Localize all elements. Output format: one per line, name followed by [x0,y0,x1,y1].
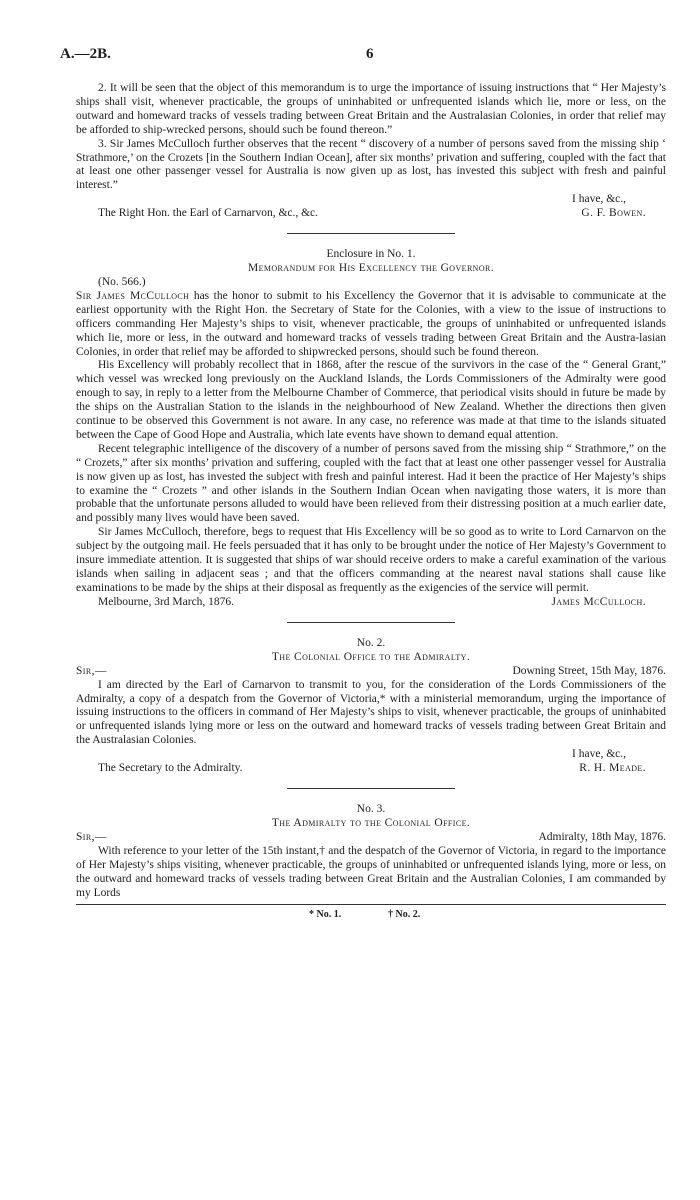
letter-2-signature: R. H. Meade. [579,762,646,775]
letter-3-body: With reference to your letter of the 15th instant,† and the despatch of the Governor of Victoria, in regard to the importance of Her Majesty’s ships visiting, whenever practicable, the groups of uninhabited or unfrequented islands lying, more or less, on the outward and homeward tracks of vessels trading between Great Britain and the Australian Colonies, I am commanded by my Lords [76,844,666,899]
intro-addressee: The Right Hon. the Earl of Carnarvon, &c., &c. [98,207,319,220]
memorandum-signature: James McCulloch. [551,595,646,608]
memorandum-number: (No. 566.) [98,275,146,288]
letter-2-salutation: Sir,— [76,664,107,677]
letter-2-closing: I have, &c., [572,748,626,761]
intro-signature-row [76,207,666,221]
footnote-1: * No. 1. [309,908,342,920]
footnotes [76,908,666,924]
letter-2-signature-row [76,762,666,776]
memorandum-place-date: Melbourne, 3rd March, 1876. [98,595,235,608]
page-number: 6 [366,46,374,62]
memorandum-paragraph-1 [76,290,666,360]
footnote-2: † No. 2. [388,908,421,920]
page-header [60,46,660,66]
letter-2-number: No. 2. [356,636,386,649]
memorandum-paragraph-1-text: has the honor to submit to his Excellency the Governor that it is advisable to communicate at the earliest opportunity with the Right Hon. the Secretary of State for the Colonies, with a view to the issue of instructions to officers commanding Her Majesty’s ships to visit, whenever practicable, the groups of uninhabited or unfrequented islands which lie, more or less, in the outward and homeward tracks of vessels trading between Great Britain and the Austra-lasian Colonies, in order that relief may be afforded to shipwrecked persons, should such be found thereon. [76,289,666,358]
letter-2-body: I am directed by the Earl of Carnarvon to transmit to you, for the consideration of the Lords Commissioners of the Admiralty, a copy of a despatch from the Governor of Victoria,* with a ministerial memorandum, urging the importance of issuing instructions to the officers in command of Her Majesty’s ships to visit, whenever practicable, the groups of uninhabited or unfrequented islands lying more or less on the outward and homeward tracks of vessels trading between Great Britain and the Australasian Colonies. [76,678,666,747]
letter-2-heading: The Colonial Office to the Admiralty. [271,650,471,663]
letter-3-salutation: Sir,— [76,830,107,843]
memorandum-paragraph-4: Sir James McCulloch, therefore, begs to request that His Excellency will be so good as to write to Lord Carnarvon on the subject by the outgoing mail. He feels persuaded that it has only to be brought under the notice of Her Majesty’s Government to insure immediate attention. It is suggested that ships of war should receive orders to make a careful examination of the various islands when sailing in adjacent seas ; and that the officers commanding at the nearest naval stations shall cause like examinations to be made by the ships at their disposal as frequently as the exigencies of the service will permit. [76,526,666,594]
letter-3-salutation-row [76,831,666,845]
letter-2-addressee: The Secretary to the Admiralty. [98,762,243,775]
letter-3-place-date: Admiralty, 18th May, 1876. [538,830,666,843]
letter-3-number: No. 3. [356,803,386,816]
intro-signature: G. F. Bowen. [581,207,646,220]
memorandum-heading: Memorandum for His Excellency the Governor. [247,262,495,275]
memorandum-paragraph-2: His Excellency will probably recollect that in 1868, after the rescue of the survivors in the case of the “ General Grant,” which vessel was wrecked long previously on the Auckland Islands, the Lords Commissioners of the Admiralty were good enough to say, in reply to a letter from the Melbourne Chamber of Commerce, that periodical visits should in future be made by the ships on the Australian Station to the islands in the neighbourhood of New Zealand. Whether the directions then given continue to be observed this Government is not aware. In any case, no reference was made at that time to the islands situated between the Cape of Good Hope and Australia, which late events have shown to demand equal attention. [76,359,666,441]
memorandum-paragraph-3: Recent telegraphic intelligence of the discovery of a number of persons saved from the missing ship “ Strathmore,” on the “ Crozets,” after six months’ privation and suffering, coupled with the fact that at least one other passenger vessel for Australia is now given up as lost, has invested the subject with fresh and painful interest. Had it been the practice of Her Majesty’s ships to examine the “ Crozets ” and other islands in the Southern Indian Ocean when navigating those waters, it is more than probable that the unfortunate persons alluded to would have been relieved from their distressing position at a much earlier date, and possibly many lives would have been saved. [76,442,666,525]
memorandum-signature-row [76,596,666,610]
letter-2-salutation-row [76,665,666,679]
enclosure-title: Enclosure in No. 1. [326,248,416,261]
intro-closing: I have, &c., [572,193,626,206]
letter-2-place-date: Downing Street, 15th May, 1876. [512,664,666,677]
footnote-rule [76,904,666,905]
document-code: A.—2B. [60,46,111,62]
intro-paragraph-3: 3. Sir James McCulloch further observes that the recent “ discovery of a number of persons saved from the missing ship ‘ Strathmore,’ on the Crozets [in the Southern Indian Ocean], after six months’ privation and suffering, coupled with the fact that at least one other passenger vessel for Australia is now given up as lost, has invested this subject with fresh and painful interest.” [76,137,666,192]
intro-paragraph-2: 2. It will be seen that the object of this memorandum is to urge the importance of issuing instructions that “ Her Majesty’s ships shall visit, whenever practicable, the groups of uninhabited or unfrequented islands which lie, more or less, on the outward and homeward tracks of vessels trading between Great Britain and the Australasian Colonies, in order that relief may be afforded to ship-wrecked persons, should such be found thereon.” [76,82,666,136]
memorandum-author-name: Sir James McCulloch [76,289,190,302]
page-content [76,82,666,924]
letter-3-heading: The Admiralty to the Colonial Office. [271,816,471,829]
